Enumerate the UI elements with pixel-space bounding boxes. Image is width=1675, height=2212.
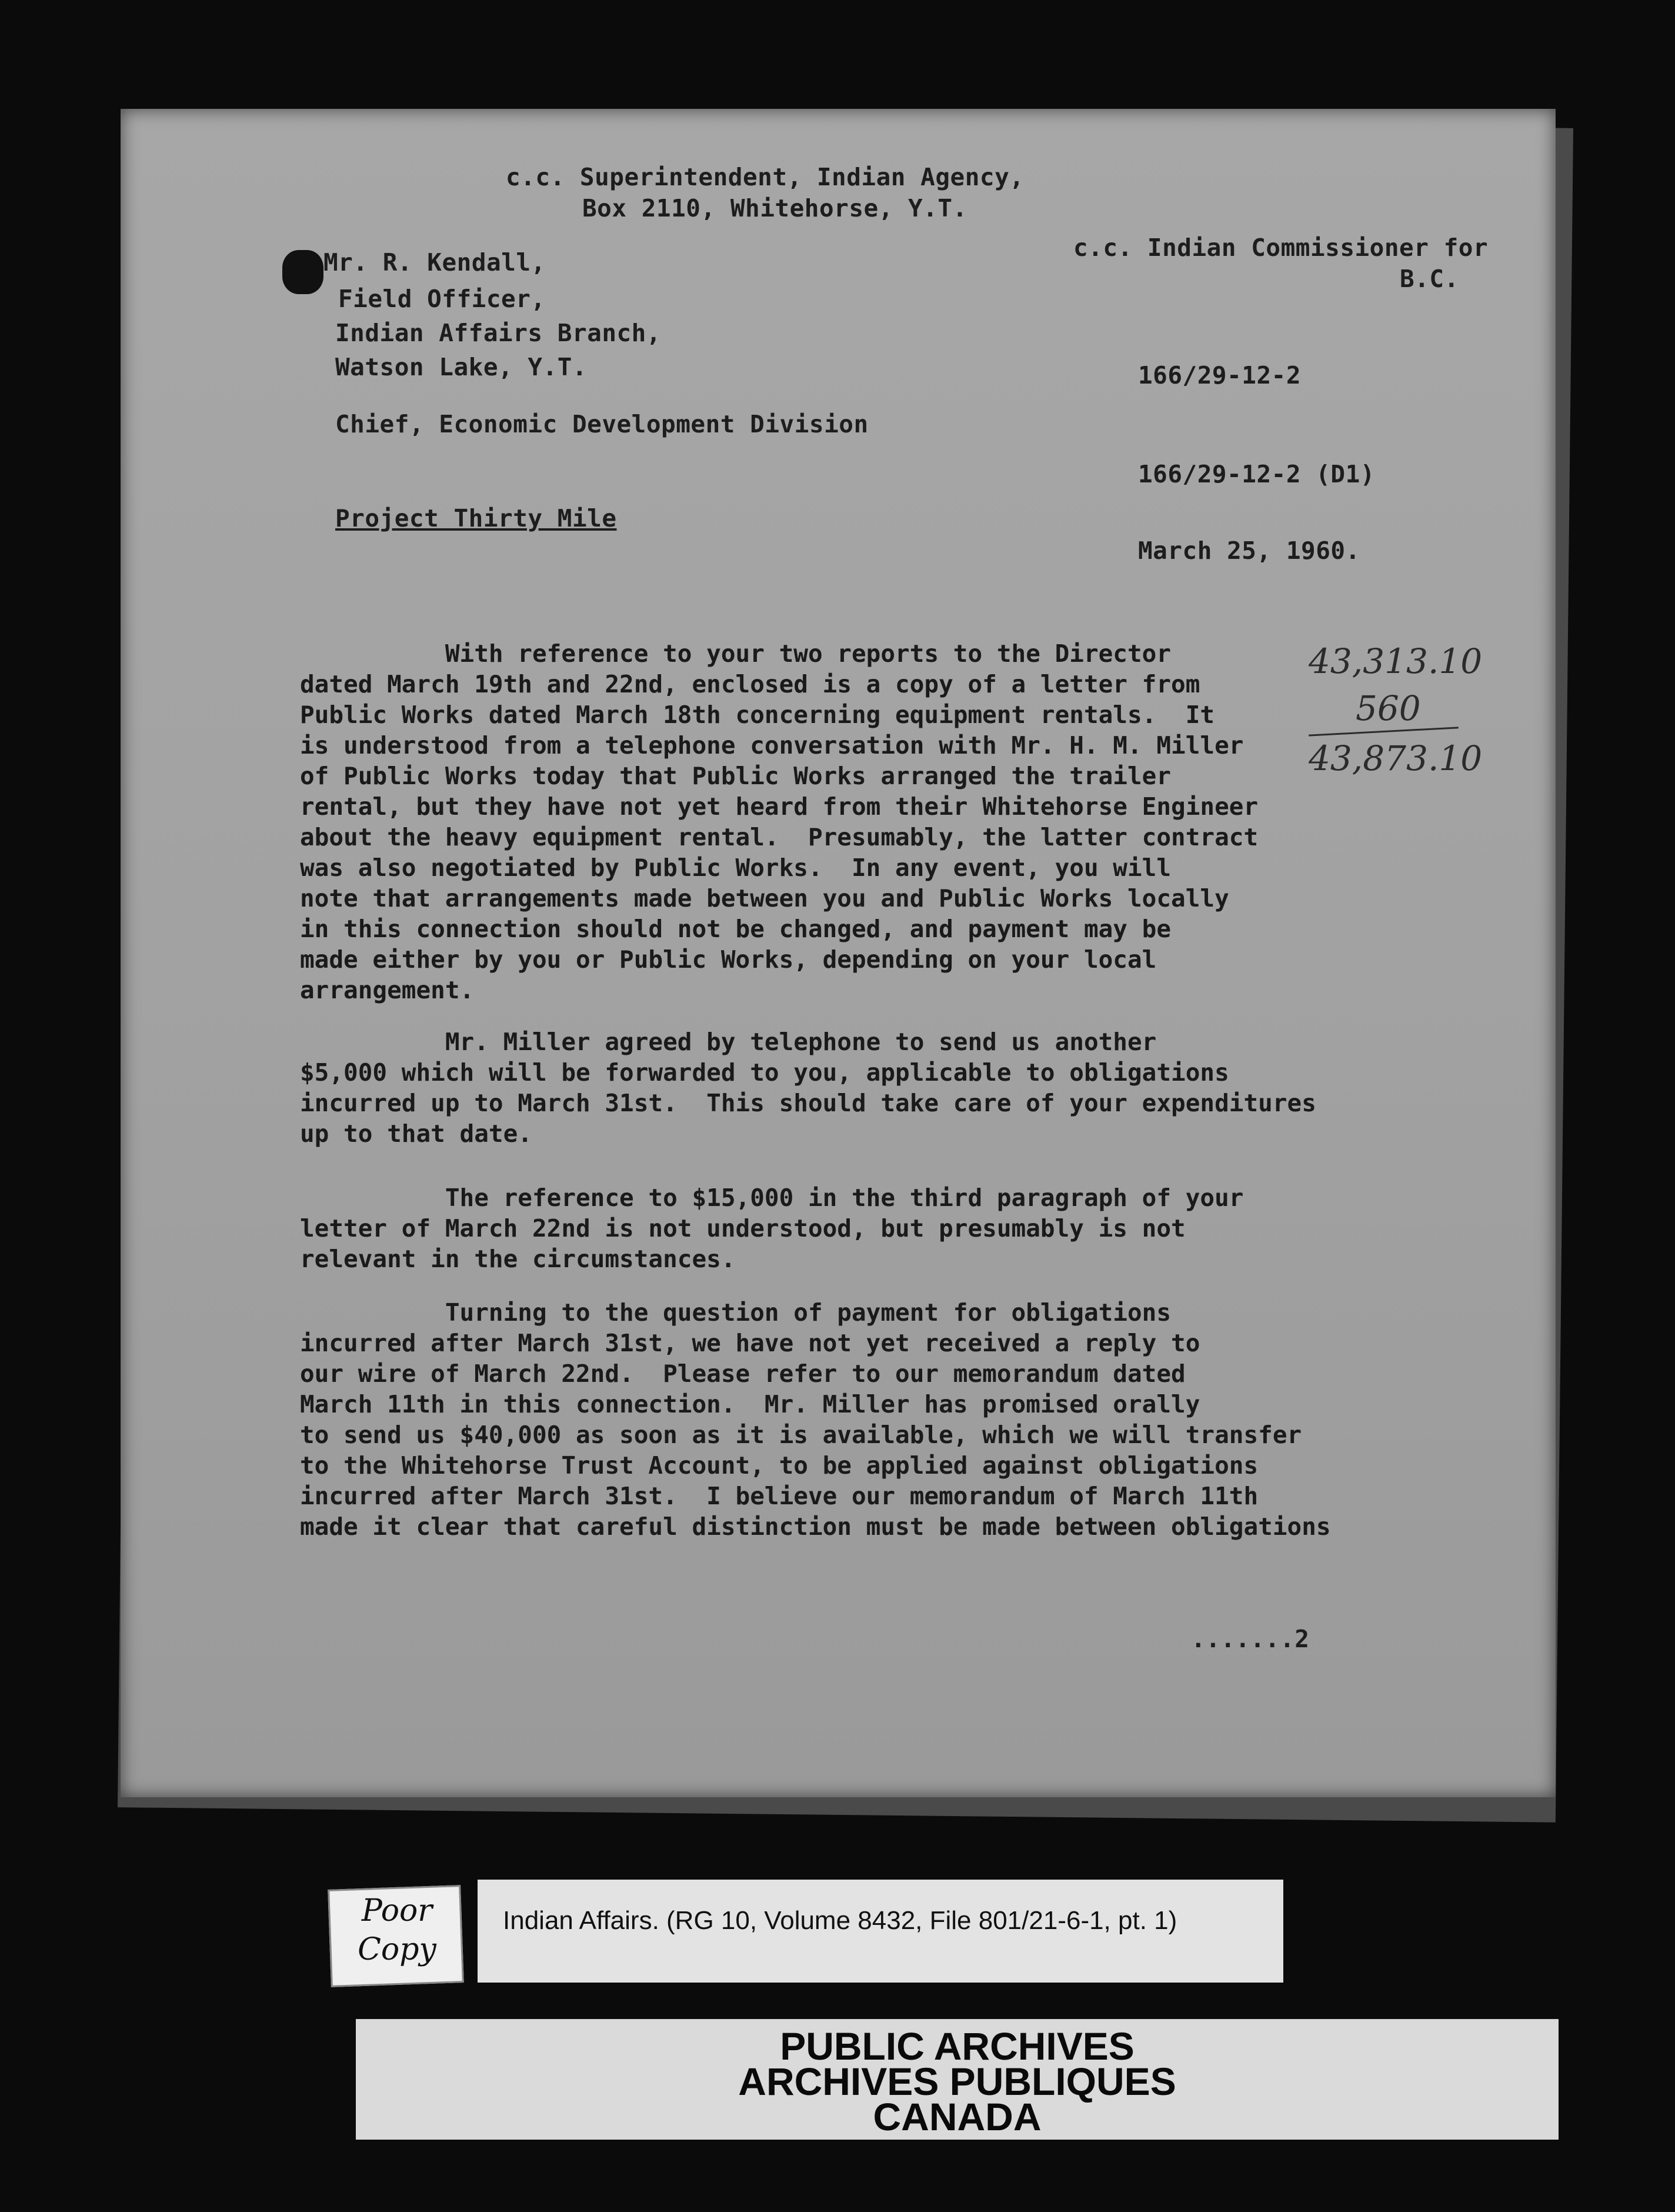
cc-superintendent-line1: c.c. Superintendent, Indian Agency, (506, 163, 1025, 191)
handwritten-amount-2: 560 (1356, 688, 1421, 728)
handwritten-amount-1: 43,313.10 (1309, 641, 1483, 681)
file-number-2: 166/29-12-2 (D1) (1138, 460, 1375, 488)
paragraph-2: Mr. Miller agreed by telephone to send us another $5,000 which will be forwarded to you, applicable to obligations incurred up to March 31st. This should take care of your expenditures up to that date. (300, 1028, 1316, 1148)
paragraph-1: With reference to your two reports to the Director dated March 19th and 22nd, enclosed is a copy of a letter from Public Works dated March 18th concerning equipment rentals. It is understood from a telephone conversation with Mr. H. M. Miller of Public Works today that Public Works arranged the trailer rental, but they have not yet heard from their Whitehorse Engineer about the heavy equipment rental. Presumably, the latter contract was also negotiated by Public Works. In any event, you will note that arrangements made between you and Public Works locally in this connection should not be changed, and payment may be made either by you or Public Works, depending on your local arrangement. (300, 639, 1259, 1004)
file-number-1: 166/29-12-2 (1138, 361, 1302, 389)
cc-commissioner-line1: c.c. Indian Commissioner for (1073, 234, 1489, 262)
handwritten-total: 43,873.10 (1309, 738, 1483, 778)
stamp-line2: ARCHIVES PUBLIQUES (738, 2060, 1176, 2103)
paragraph-3: The reference to $15,000 in the third paragraph of your letter of March 22nd is not understood, but presumably is not relevant in the circumstances. (300, 1184, 1244, 1273)
addressee-line1: Mr. R. Kendall, (323, 248, 546, 276)
poor-copy-text: Poor Copy (358, 1893, 436, 1967)
paragraph-4: Turning to the question of payment for obligations incurred after March 31st, we have not yet received a reply to our wire of March 22nd. Please refer to our memorandum dated March 11th in this connection. Mr. Miller has promised orally to send us $40,000 as soon as it is available, which we will transfer to the Whitehorse Trust Account, to be applied against obligations incurred after March 31st. I believe our memorandum of March 11th made it clear that careful distinction must be made between obligations (300, 1298, 1331, 1541)
addressee-line2: Field Officer, (338, 285, 546, 313)
stamp-line3: CANADA (873, 2095, 1042, 2138)
page-continuation: .......2 (1191, 1625, 1310, 1653)
from-line: Chief, Economic Development Division (335, 410, 869, 438)
archive-citation: Indian Affairs. (RG 10, Volume 8432, File 801/21-6-1, pt. 1) (503, 1906, 1177, 1935)
letter-date: March 25, 1960. (1138, 537, 1360, 565)
ink-smudge (282, 250, 323, 294)
stamp-line1: PUBLIC ARCHIVES (780, 2024, 1135, 2068)
addressee-line3: Indian Affairs Branch, (335, 319, 662, 347)
cc-commissioner-line2: B.C. (1400, 265, 1459, 293)
addressee-line4: Watson Lake, Y.T. (335, 353, 588, 381)
subject-line: Project Thirty Mile (335, 504, 617, 532)
cc-superintendent-line2: Box 2110, Whitehorse, Y.T. (582, 194, 967, 222)
